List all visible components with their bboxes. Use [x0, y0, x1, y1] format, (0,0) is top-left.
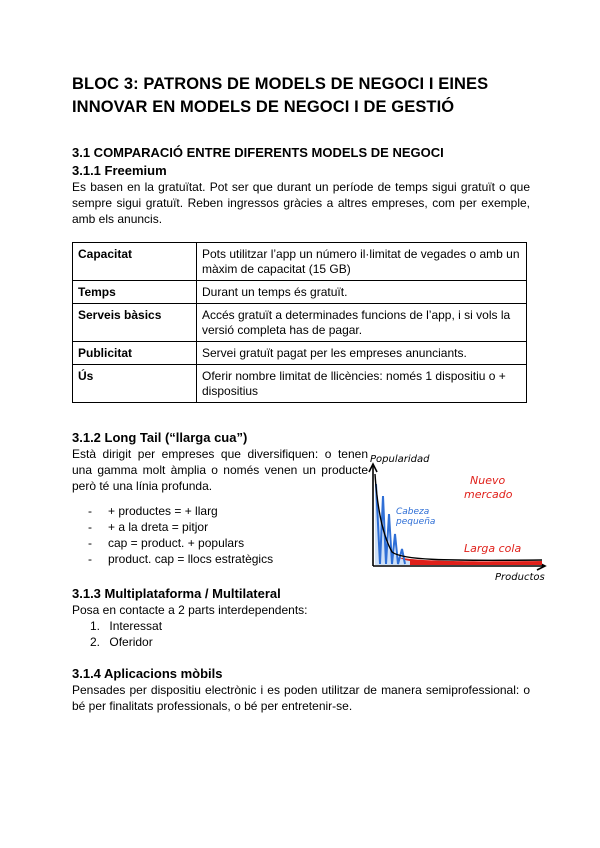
table-row — [73, 304, 527, 342]
page-title — [72, 73, 542, 119]
market-label-1: Nuevo — [470, 474, 506, 487]
table-key: Publicitat — [73, 342, 197, 365]
table-value: Oferir nombre limitat de llicències: només 1 dispositiu o + dispositius — [197, 365, 527, 403]
y-axis-label: Popularidad — [370, 454, 430, 465]
table-key: Ús — [73, 365, 197, 403]
table-key: Serveis bàsics — [73, 304, 197, 342]
head-label-1: Cabeza — [396, 507, 430, 517]
table-key: Capacitat — [73, 243, 197, 281]
tail-label: Larga cola — [464, 542, 522, 555]
freemium-heading: 3.1.1 Freemium — [72, 163, 167, 178]
list-item: - product. cap = llocs estratègics — [72, 551, 273, 567]
multiplatform-heading: 3.1.3 Multiplataforma / Multilateral — [72, 586, 281, 601]
list-text: Oferidor — [109, 635, 153, 649]
longtail-bullet-list — [72, 503, 273, 567]
list-text: Interessat — [109, 619, 163, 633]
longtail-heading: 3.1.2 Long Tail (“llarga cua”) — [72, 430, 248, 445]
long-tail-graph — [352, 444, 552, 586]
multiplatform-list — [72, 618, 162, 650]
freemium-table — [72, 242, 527, 403]
table-row — [73, 243, 527, 281]
table-value: Durant un temps és gratuït. — [197, 281, 527, 304]
list-marker: 1. — [90, 619, 101, 633]
table-row — [73, 281, 527, 304]
table-row — [73, 342, 527, 365]
page-title-line-1: BLOC 3: PATRONS DE MODELS DE NEGOCI I EINES — [72, 75, 489, 93]
head-label-2: pequeña — [396, 517, 436, 527]
section-heading: 3.1 COMPARACIÓ ENTRE DIFERENTS MODELS DE NEGOCI — [72, 145, 444, 160]
table-value: Servei gratuït pagat per les empreses anunciants. — [197, 342, 527, 365]
apps-heading: 3.1.4 Aplicacions mòbils — [72, 666, 223, 681]
list-item: - + a la dreta = pitjor — [72, 519, 273, 535]
table-row — [73, 365, 527, 403]
freemium-text: Es basen en la gratuïtat. Pot ser que durant un període de temps sigui gratuït o que sempre sigui gratuït. Reben ingressos gràcies a altres empreses, com per exemple, amb els anuncis. — [72, 180, 530, 226]
multiplatform-text: Posa en contacte a 2 parts interdependents: — [72, 603, 308, 617]
table-value: Accés gratuït a determinades funcions de l’app, i si vols la versió completa has de pagar. — [197, 304, 527, 342]
list-item — [72, 634, 162, 650]
table-value: Pots utilitzar l’app un número il·limitat de vegades o amb un màxim de capacitat (15 GB) — [197, 243, 527, 281]
apps-text: Pensades per dispositiu electrònic i es poden utilitzar de manera semiprofessional: o bé per finalitats professionals, o bé per entretenir-se. — [72, 683, 530, 713]
page-title-line-2: INNOVAR EN MODELS DE NEGOCI I DE GESTIÓ — [72, 98, 455, 116]
x-axis-label: Productos — [495, 572, 545, 583]
list-item — [72, 618, 162, 634]
list-marker: 2. — [90, 635, 101, 649]
list-item: - cap = product. + populars — [72, 535, 273, 551]
table-key: Temps — [73, 281, 197, 304]
market-label-2: mercado — [464, 488, 513, 501]
list-item: - + productes = + llarg — [72, 503, 273, 519]
longtail-text: Està dirigit per empreses que diversifiquen: o tenen una gamma molt àmplia o només venen un producte però té una línia profunda. — [72, 447, 368, 493]
